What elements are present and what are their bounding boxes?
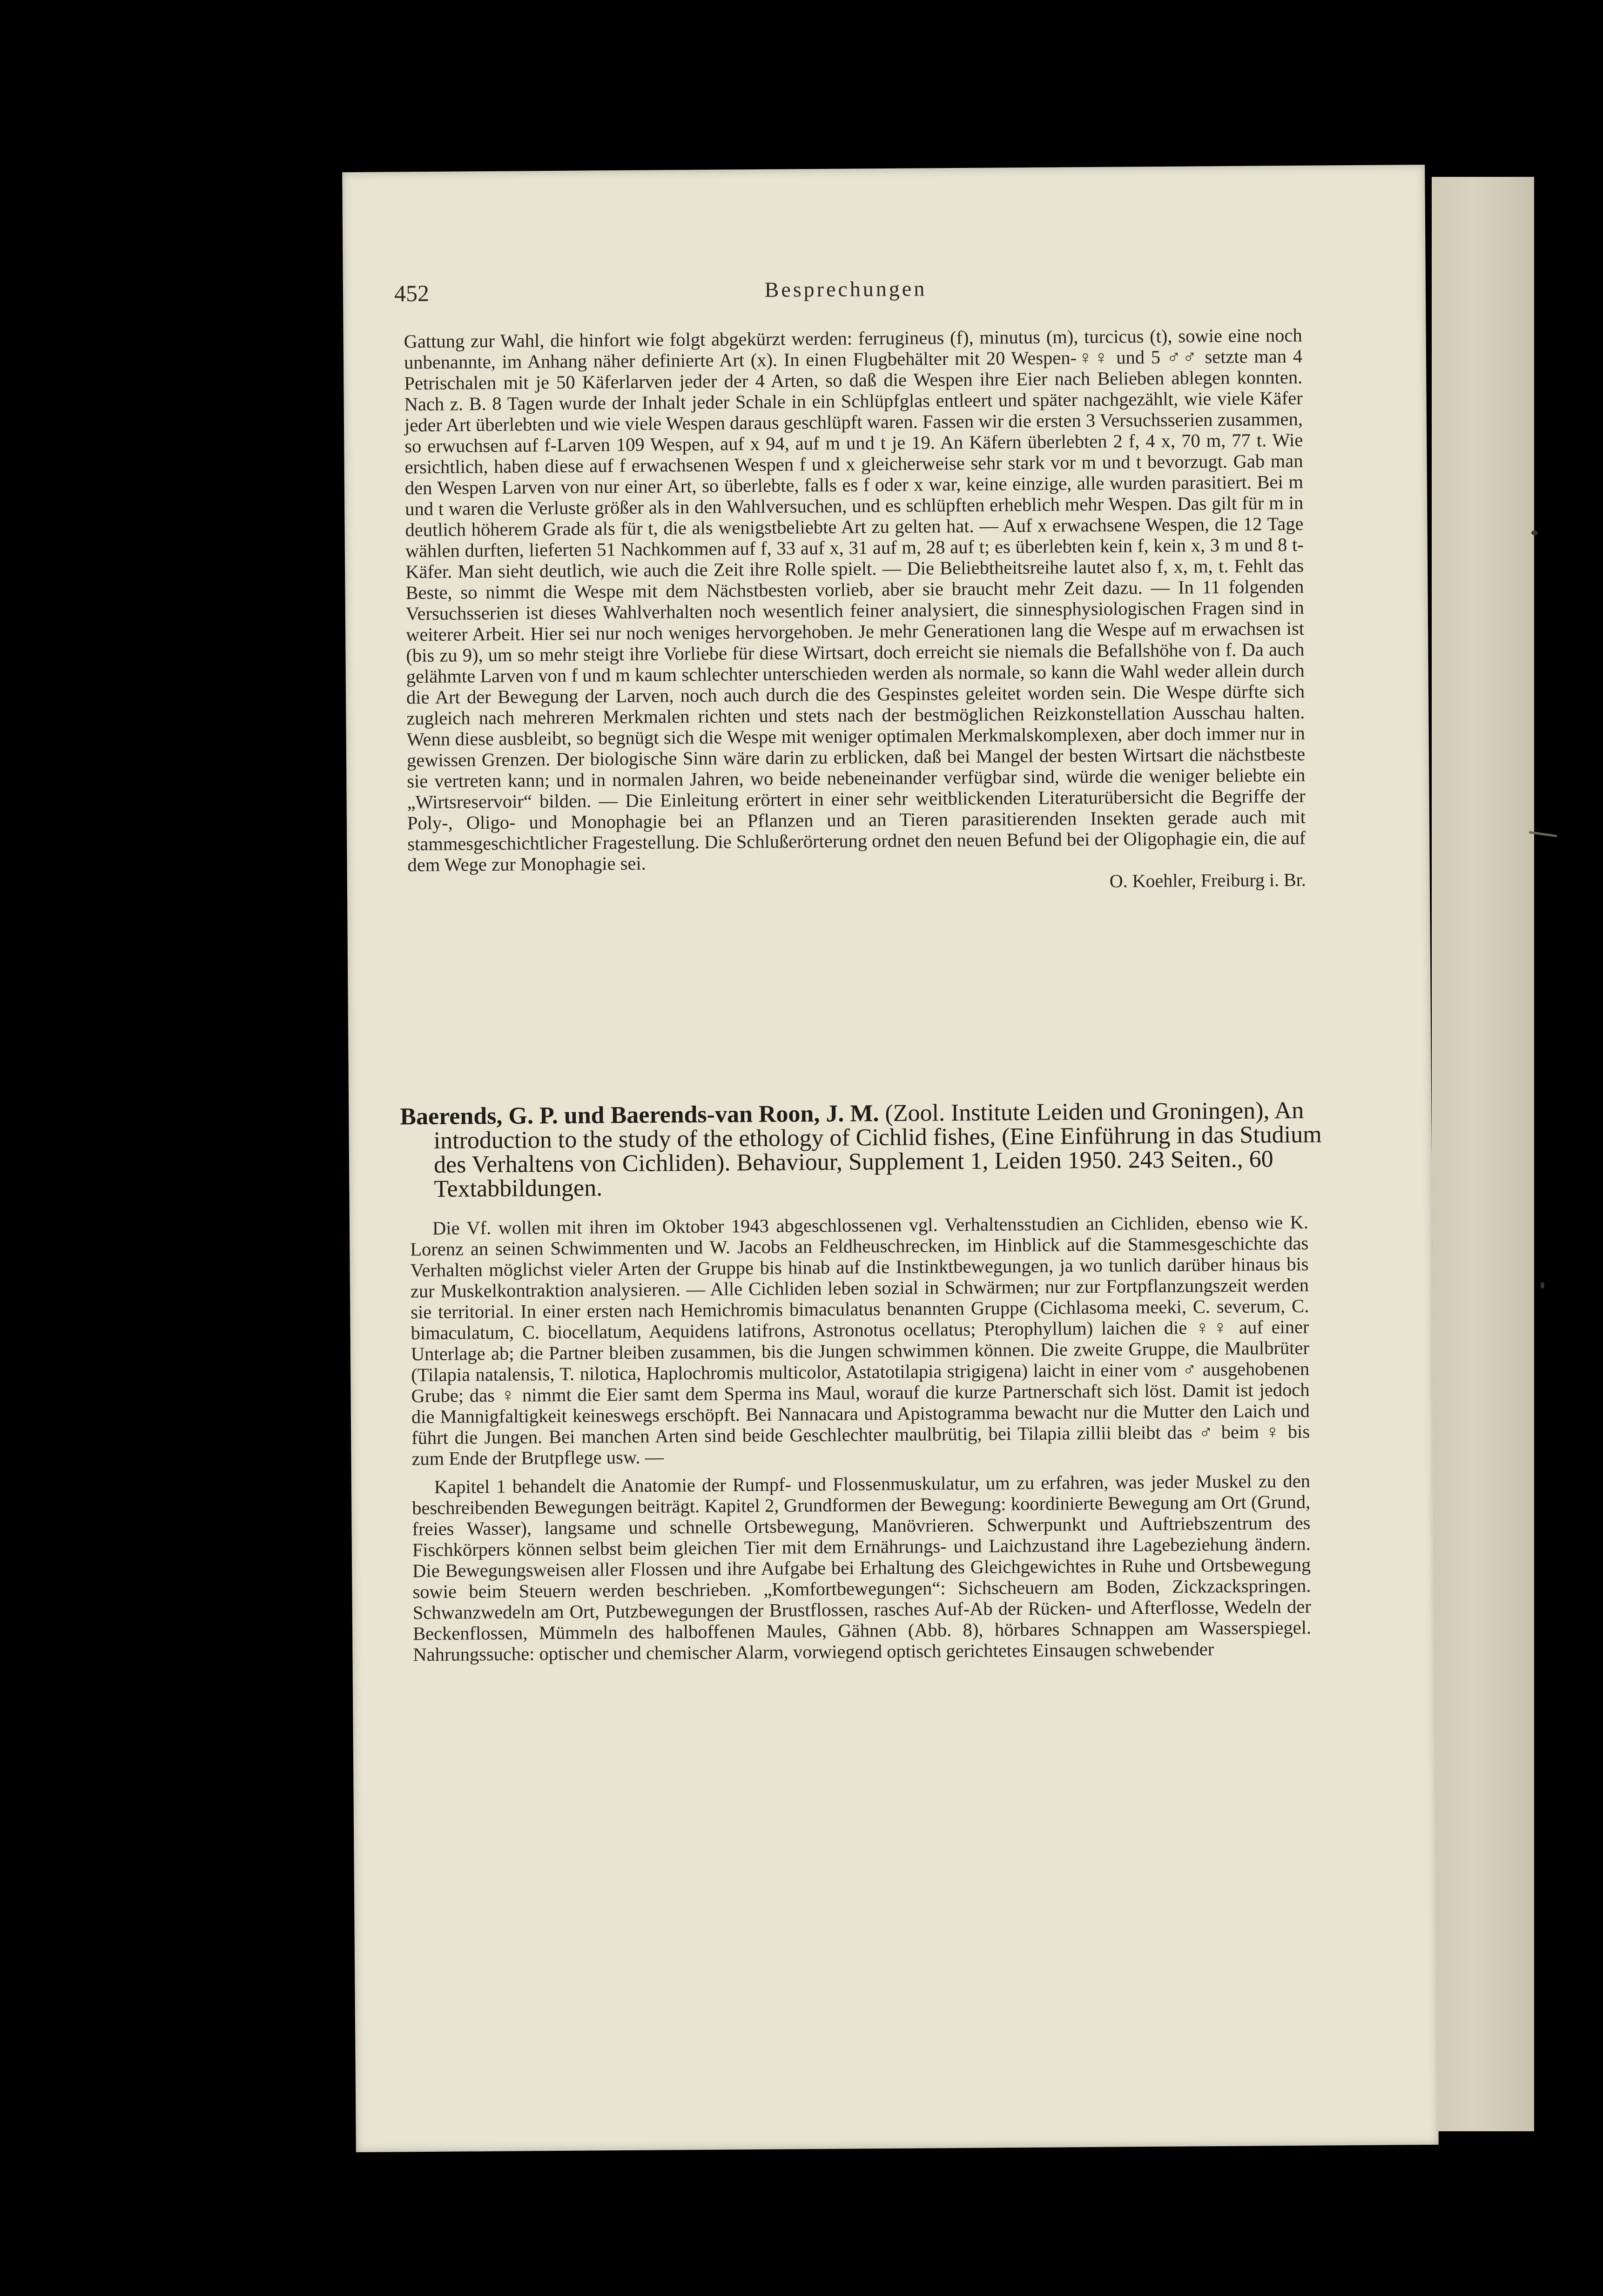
page-number: 452 bbox=[394, 280, 430, 307]
second-review-paragraph-2: Kapitel 1 behandelt die Anatomie der Rumpf- und Flossenmuskulatur, um zu erfahren, was jeder Muskel zu den beschreibenden Bewegungen beiträgt. Kapitel 2, Grundformen der Bewegung: koordinierte Bewegung am Ort (Grund, freies Wasser), langsame und schnelle Ortsbewegung, Manövrieren. Schwerpunkt und Auftriebszentrum des Fischkörpers können selbst beim gleichen Tier mit dem Ernährungs- und Laichzustand ihre Lagebeziehung ändern. Die Bewegungsweisen aller Flossen und ihre Aufgabe bei Erhaltung des Gleichgewichtes in Ruhe und Ortsbewegung sowie beim Steuern werden beschrieben. „Komfortbewegungen“: Sichscheuern am Boden, Zickzackspringen. Schwanzwedeln am Ort, Putzbewegungen der Brustflossen, rasches Auf-Ab der Rücken- und Afterflosse, Wedeln der Beckenflossen, Mümmeln des halboffenen Maules, Gähnen (Abb. 8), hörbares Schnappen am Wasserspiegel. Nahrungssuche: optischer und chemischer Alarm, vorwiegend optisch gerichtetes Einsaugen schwebender bbox=[412, 1470, 1312, 1665]
page-header bbox=[394, 274, 1297, 308]
second-review-heading bbox=[400, 1098, 1346, 1202]
signature-text: O. Koehler, Freiburg i. Br. bbox=[1109, 869, 1306, 892]
running-head: Besprechungen bbox=[764, 276, 927, 302]
second-review-body bbox=[410, 1212, 1312, 1665]
first-review-paragraph: Gattung zur Wahl, die hinfort wie folgt abgekürzt werden: ferrugineus (f), minutus (m), turcicus (t), sowie eine noch unbenannte, im Anhang näher definierte Art (x). In einen Flugbehälter mit 20 Wespen-♀♀ und 5 ♂♂ setzte man 4 Petrischalen mit je 50 Käferlarven jeder der 4 Arten, so daß die Wespen ihre Eier nach Belieben ablegen konnten. Nach z. B. 8 Tagen wurde der Inhalt jeder Schale in ein Schlüpfglas entleert und später nachgezählt, wie viele Käfer jeder Art überlebten und wie viele Wespen daraus geschlüpft waren. Fassen wir die ersten 3 Versuchsserien zusammen, so erwuchsen auf f-Larven 109 Wespen, auf x 94, auf m und t je 19. An Käfern überlebten 2 f, 4 x, 70 m, 77 t. Wie ersichtlich, haben diese auf f erwachsenen Wespen f und x gleicherweise sehr stark vor m und t bevorzugt. Gab man den Wespen Larven von nur einer Art, so überlebte, falls es f oder x war, keine einzige, alle wurden parasitiert. Bei m und t waren die Verluste größer als in den Wahlversuchen, und es schlüpften erheblich mehr Wespen. Das gilt für m in deutlich höherem Grade als für t, die als wenigstbeliebte Art zu gelten hat. — Auf x erwachsene Wespen, die 12 Tage wählen durften, lieferten 51 Nachkommen auf f, 33 auf x, 31 auf m, 28 auf t; es überlebten kein f, kein x, 3 m und 8 t-Käfer. Man sieht deutlich, wie auch die Zeit ihre Rolle spielt. — Die Beliebtheitsreihe lautet also f, x, m, t. Fehlt das Beste, so nimmt die Wespe mit dem Nächstbesten vorlieb, aber sie braucht mehr Zeit dazu. — In 11 folgenden Versuchsserien ist dieses Wahlverhalten noch wesentlich feiner analysiert, die sinnesphysiologischen Fragen sind in weiterer Arbeit. Hier sei nur noch weniges hervorgehoben. Je mehr Generationen lang die Wespe auf m erwachsen ist (bis zu 9), um so mehr steigt ihre Vorliebe für diese Wirtsart, doch erreicht sie niemals die Befallshöhe von f. Da auch gelähmte Larven von f und m kaum schlechter unterschieden werden als normale, so kann die Wahl weder allein durch die Art der Bewegung der Larven, noch auch durch die des Gespinstes geleitet worden sein. Die Wespe dürfte sich zugleich nach mehreren Merkmalen richten und stets nach der bestmöglichen Reizkonstellation Ausschau halten. Wenn diese ausbleibt, so begnügt sich die Wespe mit weniger optimalen Merkmalskomplexen, aber doch immer nur in gewissen Grenzen. Der biologische Sinn wäre darin zu erblicken, daß bei Mangel der besten Wirtsart die nächstbeste sie vertreten kann; und in normalen Jahren, wo beide nebeneinander verfügbar sind, würde die weniger beliebte ein „Wirtsreservoir“ bilden. — Die Einleitung erörtert in einer sehr weitblickenden Literaturübersicht die Begriffe der Poly-, Oligo- und Monophagie bei an Pflanzen und an Tieren parasitierenden Insekten gerade auch mit stammesgeschichtlicher Fragestellung. Die Schlußerörterung ordnet den neuen Befund bei der Oligophagie ein, die auf dem Wege zur Monophagie sei. bbox=[404, 324, 1306, 876]
scan-speck bbox=[1541, 1282, 1544, 1289]
scan-speck bbox=[1531, 530, 1538, 535]
second-review-paragraph-1: Die Vf. wollen mit ihren im Oktober 1943 abgeschlossenen vgl. Verhaltensstudien an Cichliden, ebenso wie K. Lorenz an seinen Schwimmenten und W. Jacobs an Feldheuschrecken, im Hinblick auf die Stammesgeschichte das Verhalten möglichst vieler Arten der Gruppe bis hinab auf die Instinktbewegungen, ja wo tunlich darüber hinaus bis zur Muskelkontraktion analysieren. — Alle Cichliden leben sozial in Schwärmen; nur zur Fortpflanzungszeit werden sie territorial. In einer ersten nach Hemichromis bimaculatus benannten Gruppe (Cichlasoma meeki, C. severum, C. bimaculatum, C. biocellatum, Aequidens latifrons, Astronotus ocellatus; Pterophyllum) laichen die ♀♀ auf einer Unterlage ab; die Partner bleiben zusammen, bis die Jungen schwimmen können. Die zweite Gruppe, die Maulbrüter (Tilapia natalensis, T. nilotica, Haplochromis multicolor, Astatotilapia strigigena) laicht in einer vom ♂ ausgehobenen Grube; das ♀ nimmt die Eier samt dem Sperma ins Maul, worauf die kurze Partnerschaft sich löst. Damit ist jedoch die Mannigfaltigkeit keineswegs erschöpft. Bei Nannacara und Apistogramma bewacht nur die Mutter den Laich und führt die Jungen. Bei manchen Arten sind beide Geschlechter maulbrütig, bei Tilapia zillii bleibt das ♂ beim ♀ bis zum Ende der Brutpflege usw. — bbox=[410, 1211, 1310, 1470]
first-review bbox=[404, 325, 1306, 896]
review-authors: Baerends, G. P. und Baerends-van Roon, J. M. bbox=[400, 1100, 879, 1130]
book-page bbox=[342, 165, 1439, 2152]
review-title-rest: (Zool. Institute Leiden und Groningen), An introduction to the study of the ethology of Cichlid fishes, (Eine Einführung in das Studium des Verhaltens von Cichliden). Behaviour, Supplement 1, Leiden 1950. 243 Seiten., 60 Textabbildungen. bbox=[433, 1097, 1322, 1202]
facing-page-edge bbox=[1432, 177, 1534, 2131]
